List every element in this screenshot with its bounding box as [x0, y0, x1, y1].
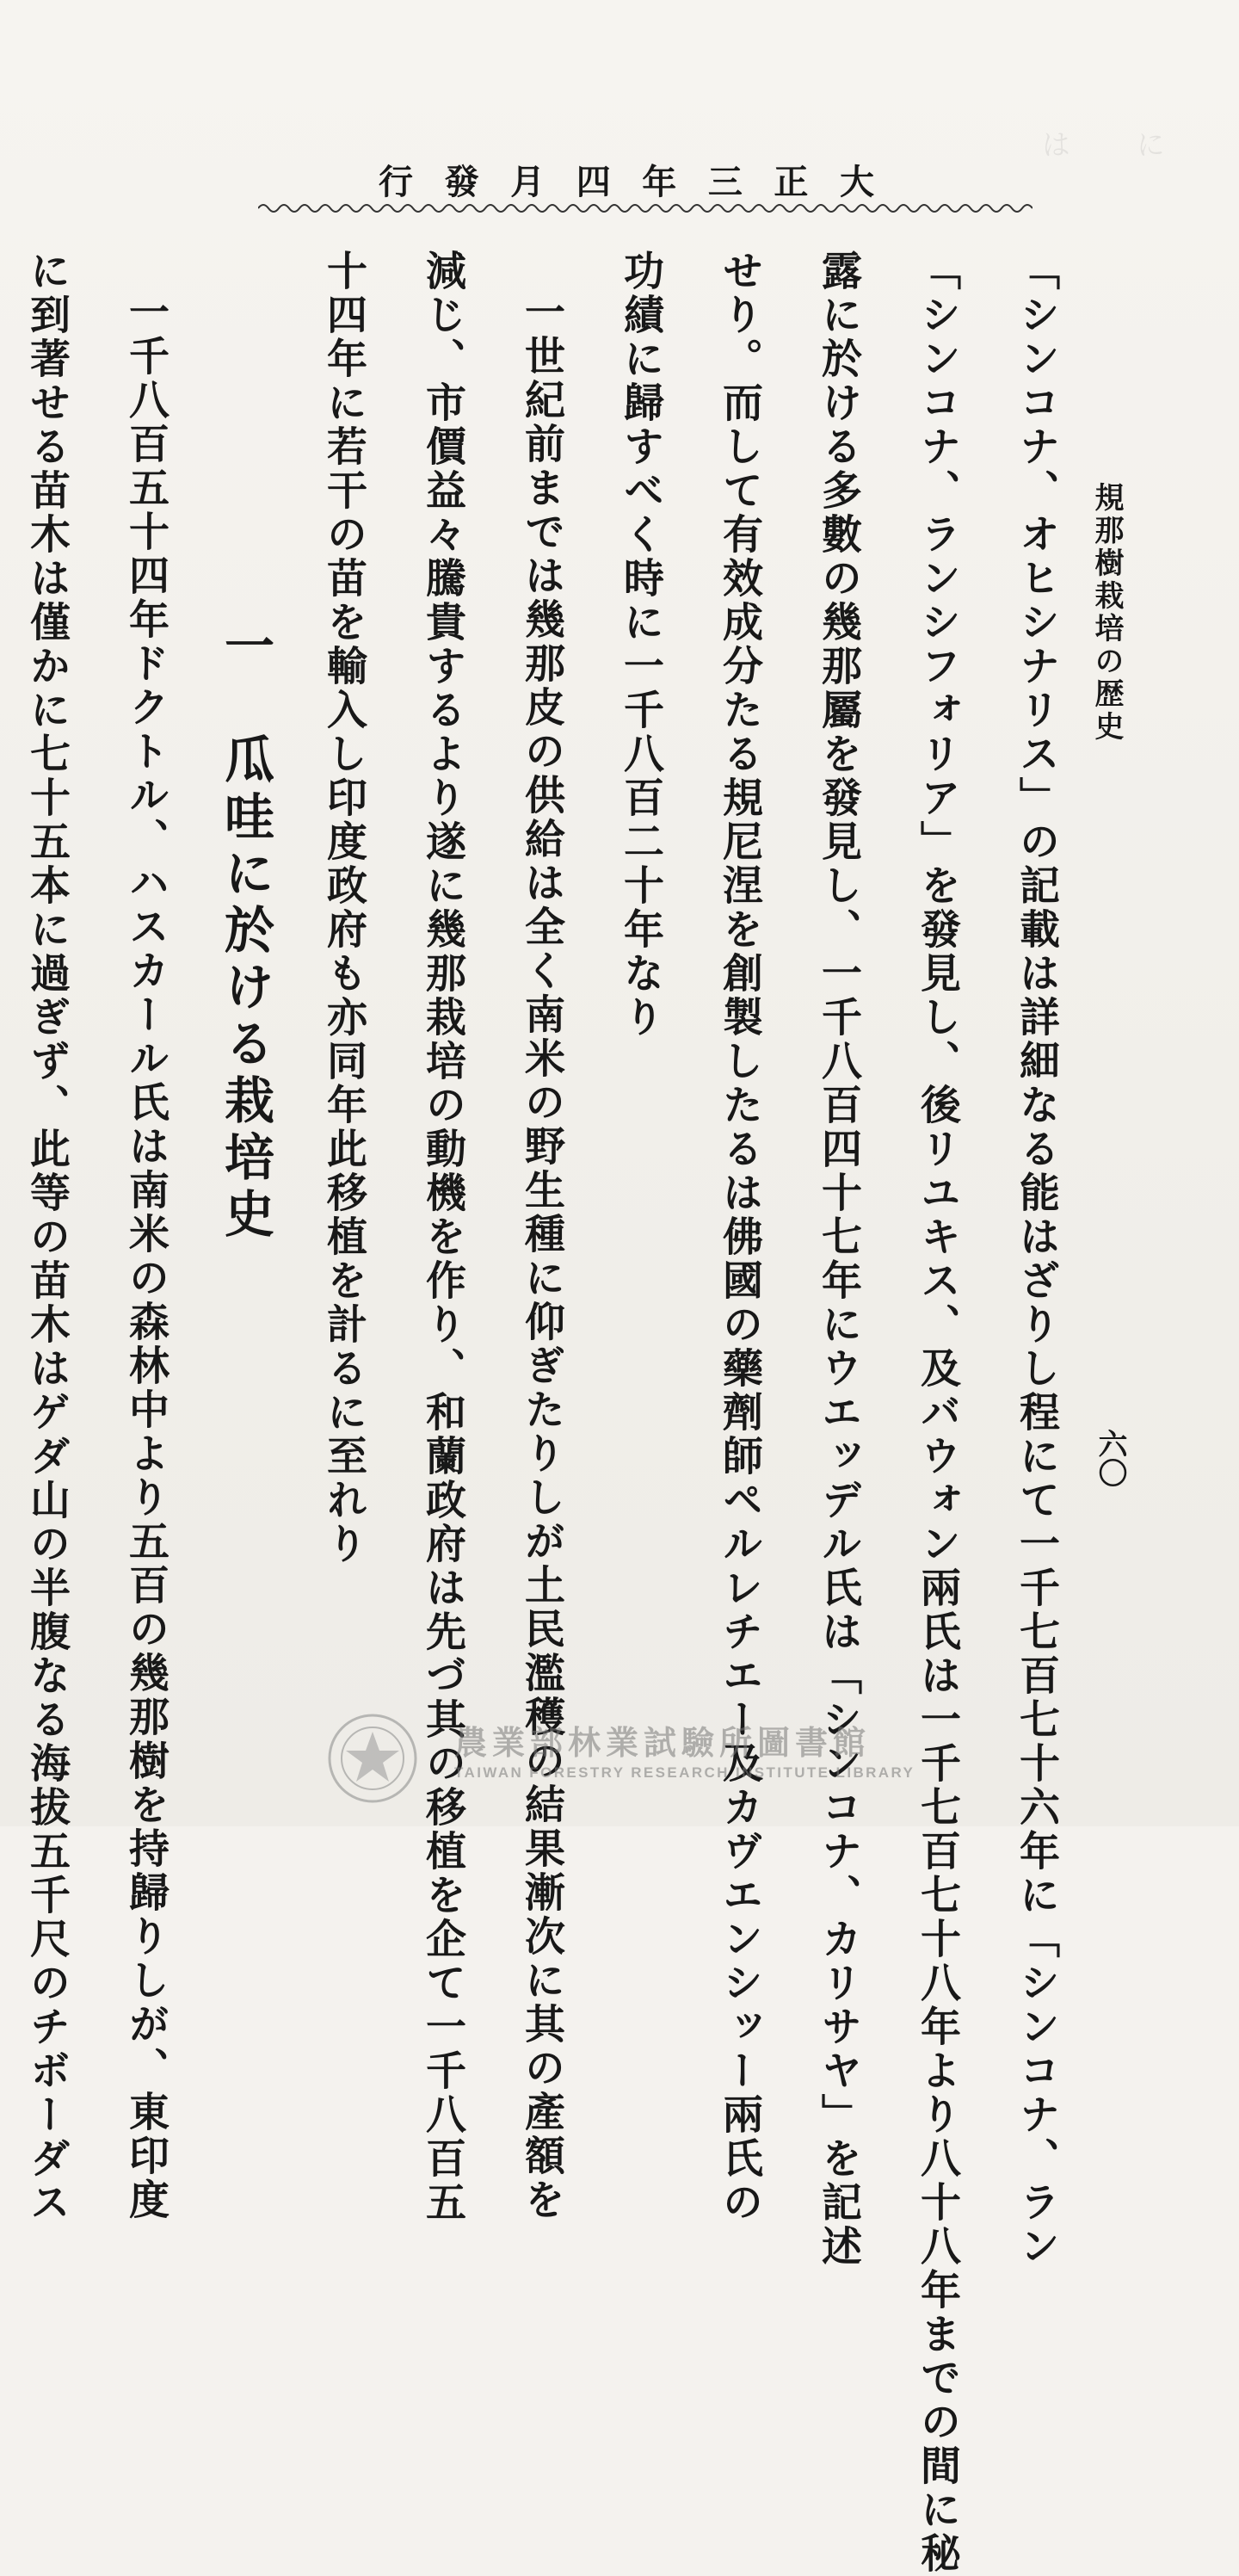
header-char: 年 — [642, 162, 681, 202]
text-column: 減じ、市價益々騰貴するより遂に幾那栽培の動機を作り、和蘭政府は先づ其の移植を企て一千八百五 — [419, 250, 466, 2225]
text-column: 「シンコナ、ランシフォリア」を發見し、後リユキス、及バウォン兩氏は一千七百七十八年より八十八年までの間に秘 — [914, 250, 961, 2576]
text-column: 一千八百五十四年ドクトル、ハスカール氏は南米の森林中より五百の幾那樹を持歸りしが、東印度 — [122, 291, 170, 2222]
header-char: 行 — [379, 162, 416, 202]
text-column: 一世紀前までは幾那皮の供給は全く南米の野生種に仰ぎたりしが土民濫穫の結果漸次に其の產額を — [518, 291, 565, 2222]
running-title: 規那樹栽培の歴史 — [1089, 482, 1124, 744]
header-char: 三 — [707, 162, 746, 202]
header-char: 大 — [839, 162, 878, 202]
text-column: せり。而して有效成分たる規尼涅を創製したるは佛國の藥劑師ペルレチエー及カヴエンシッー兩氏の — [716, 250, 763, 2225]
institute-seal-icon — [325, 1711, 420, 1806]
header-char: 四 — [576, 162, 614, 202]
library-watermark — [325, 1711, 945, 1806]
header-char: 月 — [510, 162, 549, 202]
text-column: 露に於ける多數の幾那屬を發見し、一千八百四十七年にウエッデル氏は「シンコナ、カリサヤ」を記述 — [815, 250, 862, 2269]
watermark-chinese-text: 農業部林業試驗所圖書館 — [454, 1724, 872, 1762]
publication-date-header — [379, 155, 878, 204]
wavy-rule-divider — [258, 201, 1032, 215]
bleed-through-text: に — [1131, 129, 1165, 158]
section-heading: 一 瓜哇に於ける栽培史 — [216, 620, 274, 1245]
text-column: に到著せる苗木は僅かに七十五本に過ぎず、此等の苗木はゲダ山の半腹なる海拔五千尺のチボーダス — [23, 250, 71, 2225]
bleed-through-text: は — [1036, 129, 1070, 158]
text-column: 十四年に若干の苗を輸入し印度政府も亦同年此移植を計るに至れり — [320, 250, 367, 1566]
text-column: 「シンコナ、オヒシナリス」の記載は詳細なる能はざりし程にて一千七百七十六年に「シンコナ、ラン — [1013, 250, 1060, 2269]
header-char: 正 — [774, 162, 812, 202]
watermark-english-text: TAIWAN FORESTRY RESEARCH INSTITUTE LIBRARY — [454, 1764, 915, 1781]
page-number: 六〇 — [1093, 1429, 1127, 1487]
header-char: 發 — [444, 162, 483, 202]
text-column: 功績に歸すべく時に一千八百二十年なり — [617, 250, 664, 1040]
